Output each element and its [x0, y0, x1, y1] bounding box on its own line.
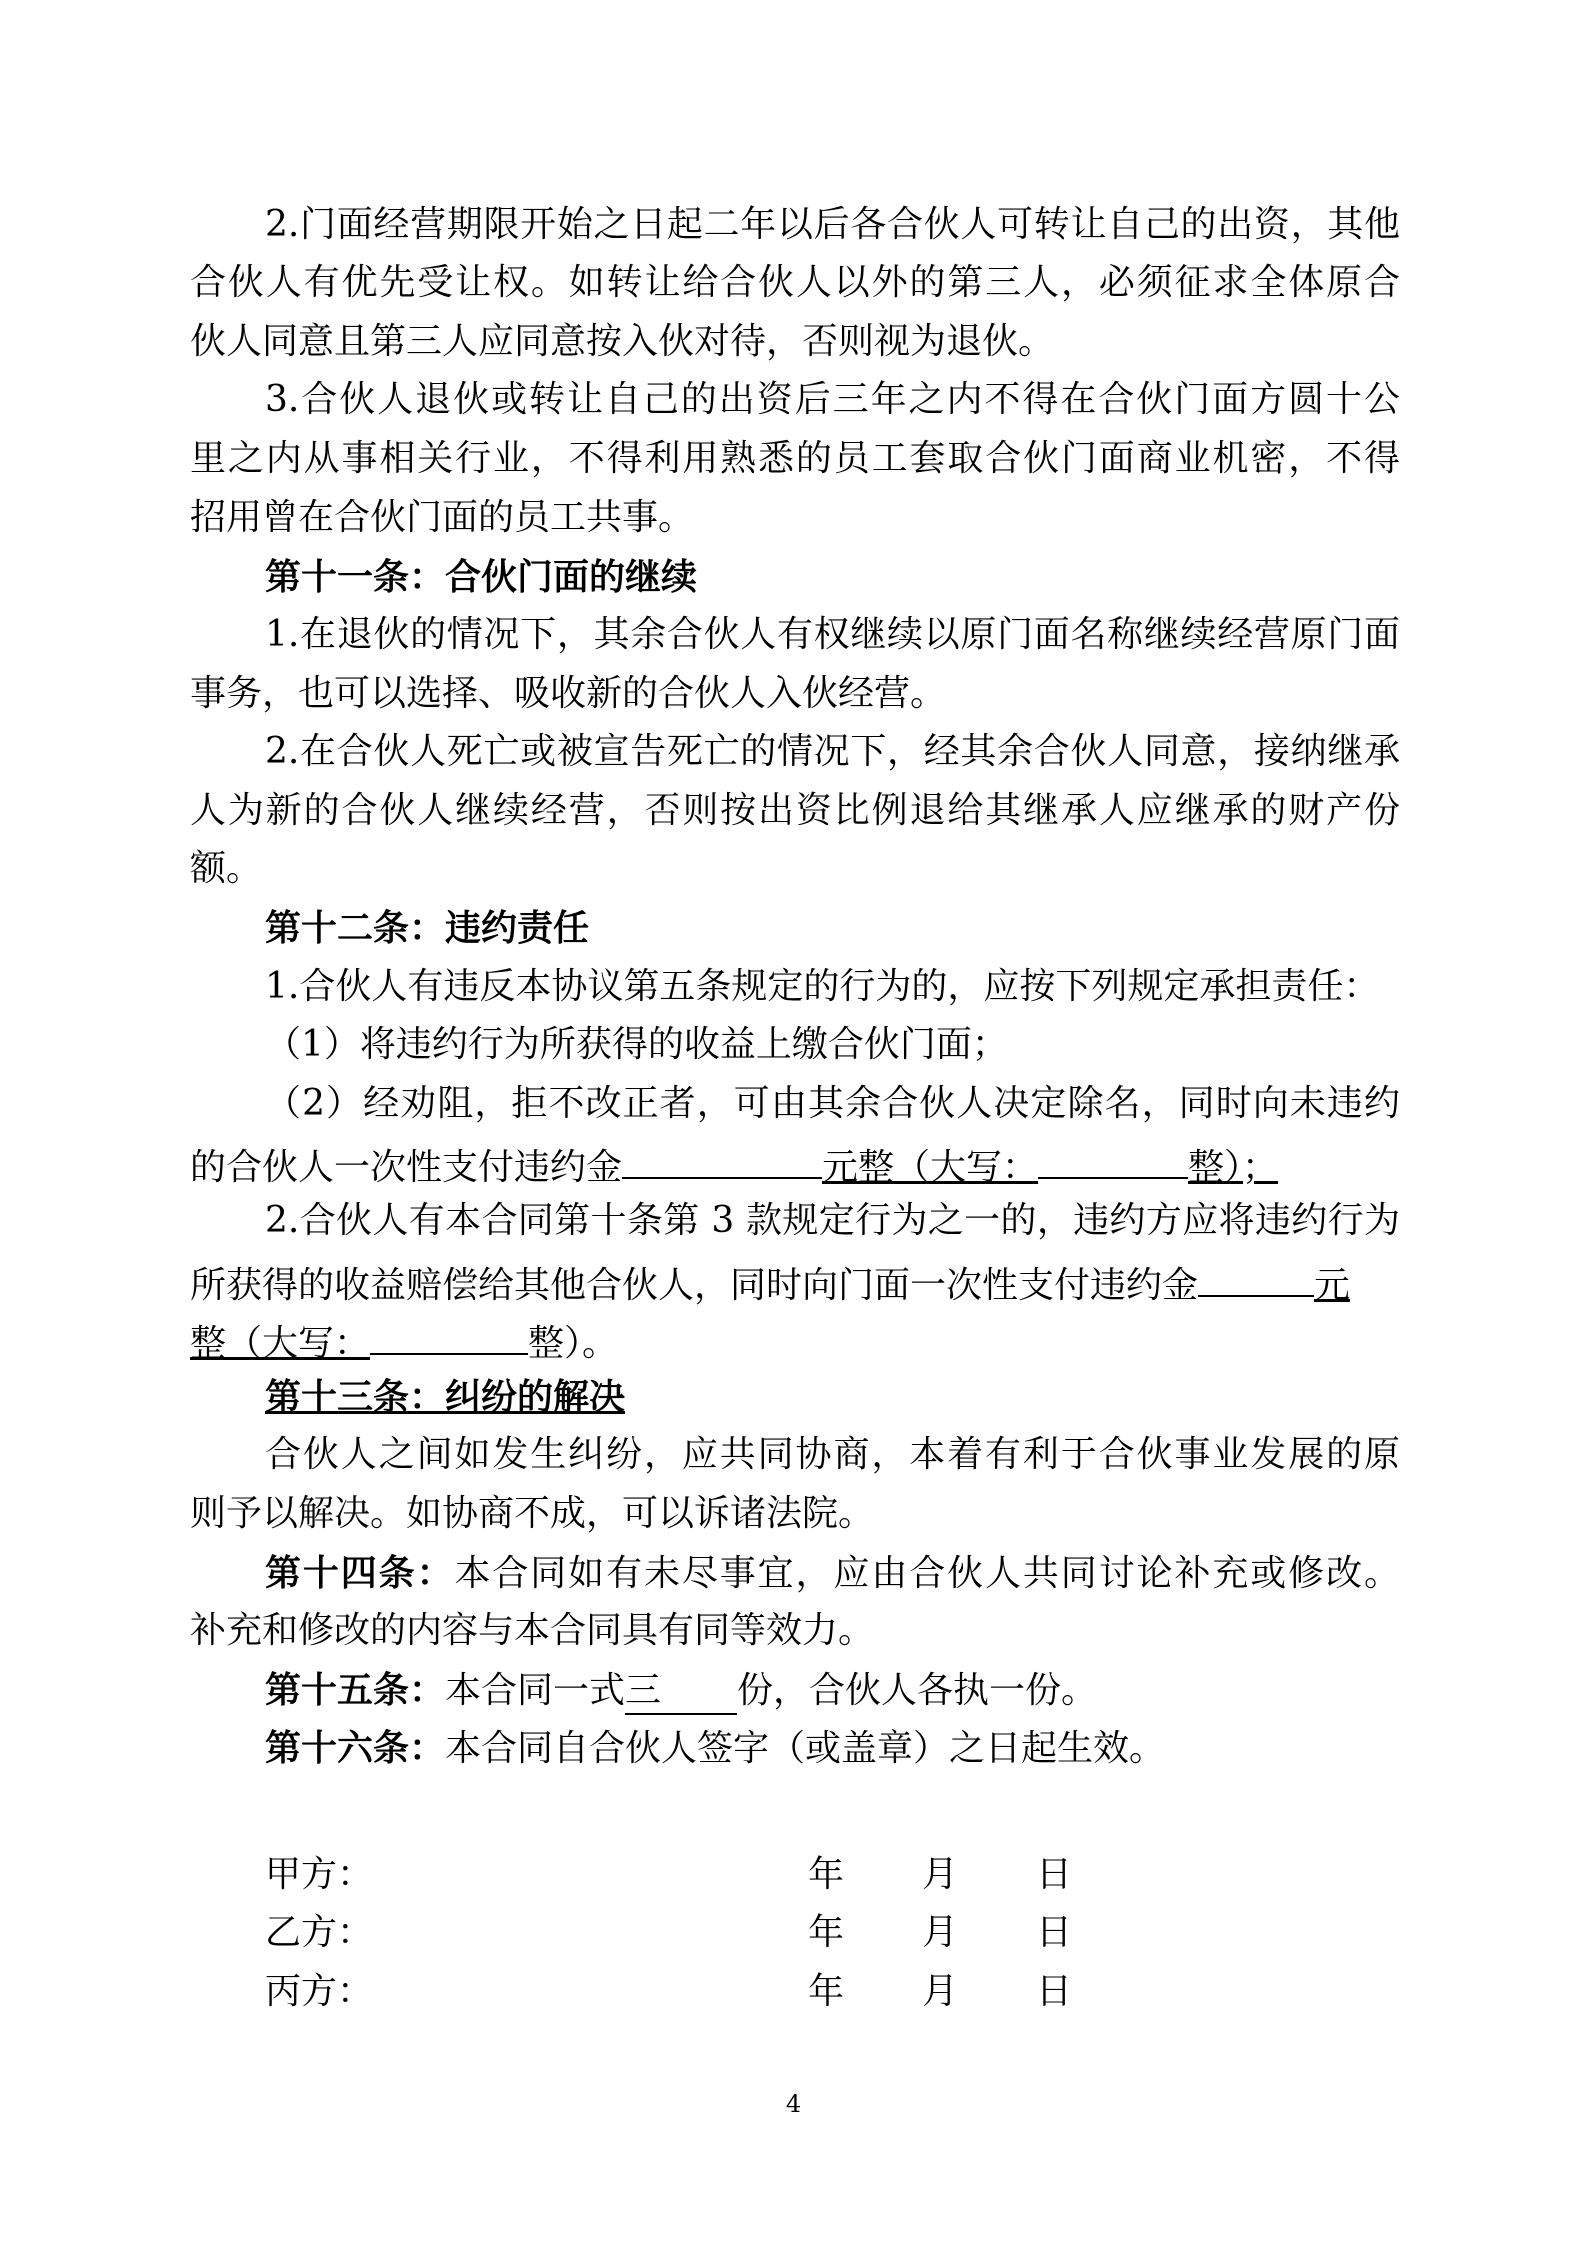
party-c-day: 日	[1036, 1971, 1073, 2012]
article-13-heading	[265, 1368, 1475, 1426]
party-a-day: 日	[1036, 1854, 1073, 1895]
uppercase-label: 整（大写：	[190, 1323, 371, 1364]
art14-line-1	[265, 1544, 1400, 1602]
art15-line	[265, 1661, 1400, 1719]
art12-p2-unit: 元	[1314, 1265, 1351, 1306]
art12-item-1: （1）将违约行为所获得的收益上缴合伙门面；	[265, 1024, 1008, 1065]
penalty-amount-blank	[622, 1133, 822, 1179]
art15-text-before: 本合同一式	[445, 1670, 626, 1711]
para-2-line-2: 合伙人有优先受让权。如转让给合伙人以外的第三人，必须征求全体原合	[190, 262, 1400, 303]
article-12-heading: 第十二条：违约责任	[265, 907, 590, 949]
copies-count: 三	[625, 1669, 737, 1715]
art11-p2-line-2: 人为新的合伙人继续经营，否则按出资比例退给其继承人应继承的财产份	[190, 790, 1400, 831]
art12-p2-line-1: 2.合伙人有本合同第十条第 3 款规定行为之一的，违约方应将违约行为	[265, 1200, 1400, 1241]
party-b-year: 年	[808, 1912, 845, 1953]
art14-line-2: 补充和修改的内容与本合同具有同等效力。	[190, 1610, 875, 1651]
party-a-month: 月	[922, 1854, 959, 1895]
art11-p1-line-1: 1.在退伙的情况下，其余合伙人有权继续以原门面名称继续经营原门面	[265, 614, 1400, 655]
art14-text-1: 本合同如有未尽事宜，应由合伙人共同讨论补充或修改。	[454, 1553, 1400, 1594]
art12-p2-line-3	[190, 1309, 1400, 1367]
art16-text: 本合同自合伙人签字（或盖章）之日起生效。	[445, 1728, 1166, 1769]
page-number: 4	[785, 2090, 802, 2118]
party-b-month: 月	[922, 1912, 959, 1953]
art12-item-2-line-1: （2）经劝阻，拒不改正者，可由其余合伙人决定除名，同时向未违约	[265, 1083, 1400, 1124]
party-b-label: 乙方：	[265, 1912, 374, 1953]
article-16-label: 第十六条：	[265, 1727, 446, 1769]
para-3-line-3: 招用曾在合伙门面的员工共事。	[190, 497, 695, 538]
art12-item-2-line-2	[190, 1133, 1400, 1191]
art12-p2-line-2	[190, 1251, 1400, 1309]
para-3-line-1: 3.合伙人退伙或转让自己的出资后三年之内不得在合伙门面方圆十公	[265, 379, 1400, 420]
para-2-line-3: 伙人同意且第三人应同意按入伙对待，否则视为退伙。	[190, 321, 1055, 362]
party-a-year: 年	[808, 1854, 845, 1895]
art12-p1: 1.合伙人有违反本协议第五条规定的行为的，应按下列规定承担责任：	[265, 966, 1380, 1007]
art16-line	[265, 1719, 1400, 1777]
art11-p2-line-1: 2.在合伙人死亡或被宣告死亡的情况下，经其余合伙人同意，接纳继承	[265, 731, 1400, 772]
penalty-text-before: 的合伙人一次性支付违约金	[190, 1147, 623, 1188]
art13-line-1: 合伙人之间如发生纠纷，应共同协商，本着有利于合伙事业发展的原	[265, 1434, 1400, 1475]
penalty-uppercase-blank	[1038, 1133, 1188, 1179]
party-c-label: 丙方：	[265, 1971, 374, 2012]
para-3-line-2: 里之内从事相关行业，不得利用熟悉的员工套取合伙门面商业机密，不得	[190, 438, 1400, 479]
uppercase-amount-blank-2	[370, 1309, 528, 1355]
article-13-heading-text: 第十三条：纠纷的解决	[265, 1376, 626, 1418]
article-14-label: 第十四条：	[265, 1552, 455, 1594]
party-c-year: 年	[808, 1971, 845, 2012]
party-a-label: 甲方：	[265, 1854, 374, 1895]
art12-p2-text-after: 整）。	[528, 1323, 619, 1364]
art15-text-after: 份，合伙人各执一份。	[737, 1670, 1098, 1711]
party-c-month: 月	[922, 1971, 959, 2012]
penalty-text-after: 整）；	[1188, 1147, 1279, 1188]
art12-p2-text-before: 所获得的收益赔偿给其他合伙人，同时向门面一次性支付违约金	[190, 1265, 1199, 1306]
art11-p2-line-3: 额。	[190, 848, 263, 889]
para-2-line-1: 2.门面经营期限开始之日起二年以后各合伙人可转让自己的出资，其他	[265, 204, 1400, 245]
article-15-label: 第十五条：	[265, 1669, 446, 1711]
art11-p1-line-2: 事务，也可以选择、吸收新的合伙人入伙经营。	[190, 673, 947, 714]
penalty-amount-blank-2	[1198, 1251, 1314, 1297]
party-b-day: 日	[1036, 1912, 1073, 1953]
article-11-heading: 第十一条：合伙门面的继续	[265, 556, 698, 598]
penalty-unit-text: 元整（大写：	[822, 1147, 1039, 1188]
art13-line-2: 则予以解决。如协商不成，可以诉诸法院。	[190, 1493, 875, 1534]
